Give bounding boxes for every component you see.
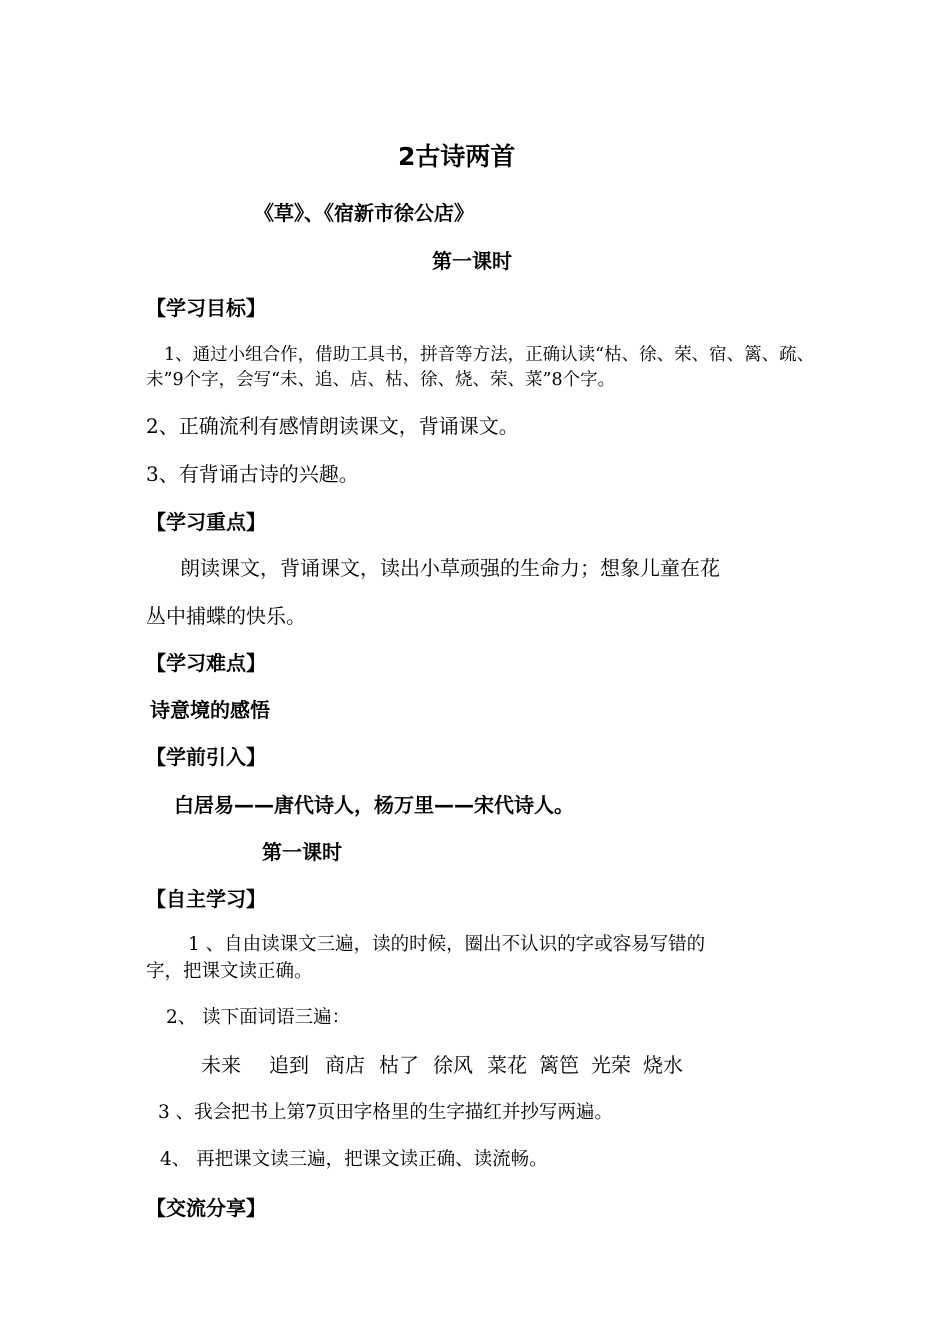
difficulties-heading: 【学习难点】	[146, 651, 266, 675]
key-points-line2: 丛中捕蝶的快乐。	[146, 604, 306, 628]
vocab-word: 追到	[269, 1053, 309, 1077]
vocab-word: 菜花	[487, 1053, 527, 1077]
self-study-item1-line1: 1 、自由读课文三遍，读的时候，圈出不认识的字或容易写错的	[188, 934, 706, 955]
vocabulary-word-list	[201, 1049, 683, 1078]
goals-item1-line2: 未”9个字，会写“未、追、店、枯、徐、烧、荣、菜”8个字。	[146, 370, 616, 390]
key-points-heading: 【学习重点】	[146, 510, 266, 534]
self-study-item2: 2、 读下面词语三遍：	[166, 1007, 351, 1028]
vocab-word: 商店	[325, 1053, 365, 1077]
intro-text: 白居易——唐代诗人，杨万里——宋代诗人。	[174, 793, 574, 817]
lesson-heading: 第一课时	[432, 249, 512, 273]
goals-item3: 3、有背诵古诗的兴趣。	[146, 462, 359, 486]
vocab-word: 篱笆	[539, 1053, 579, 1077]
goals-item2: 2、正确流利有感情朗读课文，背诵课文。	[146, 414, 519, 438]
self-study-item4: 4、 再把课文读三遍，把课文读正确、读流畅。	[160, 1149, 548, 1170]
goals-item1-line1: 1、通过小组合作，借助工具书，拼音等方法，正确认读“枯、徐、荣、宿、篱、疏、	[164, 345, 815, 365]
difficulties-text: 诗意境的感悟	[150, 698, 270, 722]
self-study-item1-line2: 字，把课文读正确。	[146, 961, 313, 982]
vocab-word: 烧水	[643, 1053, 683, 1077]
vocab-word: 枯了	[379, 1053, 419, 1077]
vocab-word: 光荣	[591, 1053, 631, 1077]
lesson-heading-2: 第一课时	[262, 840, 342, 864]
intro-heading: 【学前引入】	[146, 745, 266, 769]
key-points-line1: 朗读课文，背诵课文，读出小草顽强的生命力；想象儿童在花	[180, 556, 720, 580]
document-title: 2古诗两首	[398, 142, 516, 171]
vocab-word: 徐风	[433, 1053, 473, 1077]
vocab-word: 未来	[201, 1053, 241, 1077]
goals-heading: 【学习目标】	[146, 296, 266, 320]
document-subtitle: 《草》、《宿新市徐公店》	[254, 201, 474, 225]
self-study-heading: 【自主学习】	[146, 887, 266, 911]
share-heading: 【交流分享】	[146, 1196, 266, 1220]
self-study-item3: 3 、我会把书上第7页田字格里的生字描红并抄写两遍。	[158, 1102, 613, 1123]
